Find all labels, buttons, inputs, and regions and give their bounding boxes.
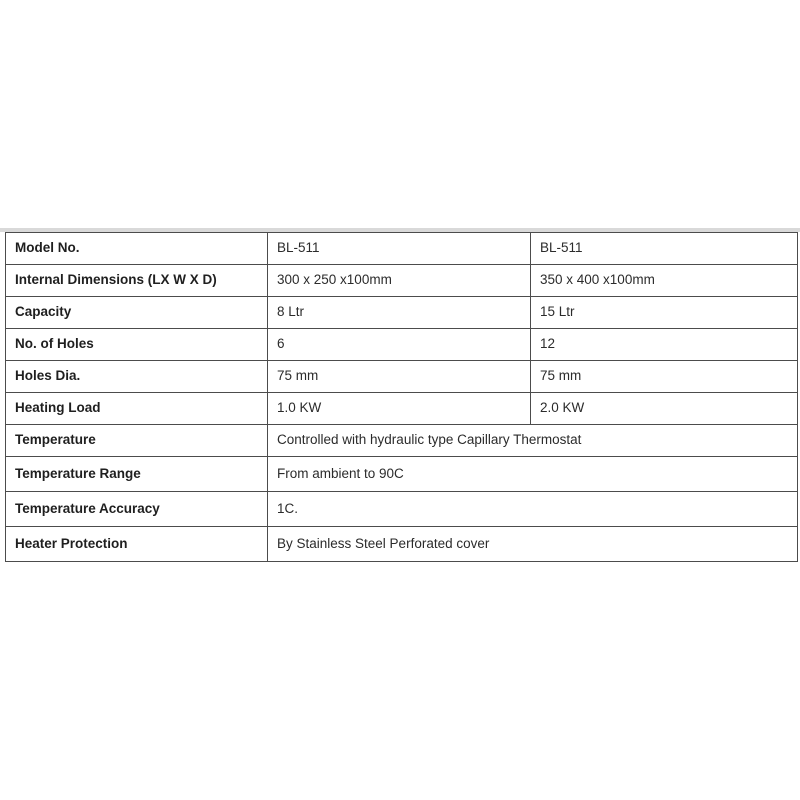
- spec-value-cell: 75 mm: [268, 361, 531, 393]
- spec-value-cell: 300 x 250 x100mm: [268, 265, 531, 297]
- spec-label-cell: Holes Dia.: [6, 361, 268, 393]
- spec-label-cell: Temperature Accuracy: [6, 492, 268, 527]
- spec-value-cell: 1.0 KW: [268, 393, 531, 425]
- spec-row: [6, 527, 798, 562]
- spec-label-cell: Capacity: [6, 297, 268, 329]
- spec-value-cell: 75 mm: [531, 361, 798, 393]
- spec-row: [6, 297, 798, 329]
- spec-label-cell: Model No.: [6, 233, 268, 265]
- spec-row: [6, 457, 798, 492]
- specifications-table: [5, 232, 798, 562]
- spec-row: [6, 393, 798, 425]
- spec-row: [6, 265, 798, 297]
- spec-label-cell: Heater Protection: [6, 527, 268, 562]
- spec-row: [6, 233, 798, 265]
- spec-label-cell: Temperature Range: [6, 457, 268, 492]
- spec-label-cell: Internal Dimensions (LX W X D): [6, 265, 268, 297]
- spec-row: [6, 329, 798, 361]
- spec-row: [6, 361, 798, 393]
- spec-value-cell: 12: [531, 329, 798, 361]
- spec-value-cell: 1C.: [268, 492, 798, 527]
- spec-row: [6, 425, 798, 457]
- spec-value-cell: BL-511: [531, 233, 798, 265]
- spec-value-cell: From ambient to 90C: [268, 457, 798, 492]
- spec-label-cell: No. of Holes: [6, 329, 268, 361]
- top-whitespace: [0, 0, 800, 228]
- spec-label-cell: Temperature: [6, 425, 268, 457]
- spec-value-cell: 15 Ltr: [531, 297, 798, 329]
- spec-value-cell: Controlled with hydraulic type Capillary Thermostat: [268, 425, 798, 457]
- spec-value-cell: 6: [268, 329, 531, 361]
- spec-value-cell: 8 Ltr: [268, 297, 531, 329]
- specifications-table-body: [6, 233, 798, 562]
- spec-value-cell: BL-511: [268, 233, 531, 265]
- spec-value-cell: By Stainless Steel Perforated cover: [268, 527, 798, 562]
- spec-value-cell: 350 x 400 x100mm: [531, 265, 798, 297]
- spec-value-cell: 2.0 KW: [531, 393, 798, 425]
- spec-row: [6, 492, 798, 527]
- spec-label-cell: Heating Load: [6, 393, 268, 425]
